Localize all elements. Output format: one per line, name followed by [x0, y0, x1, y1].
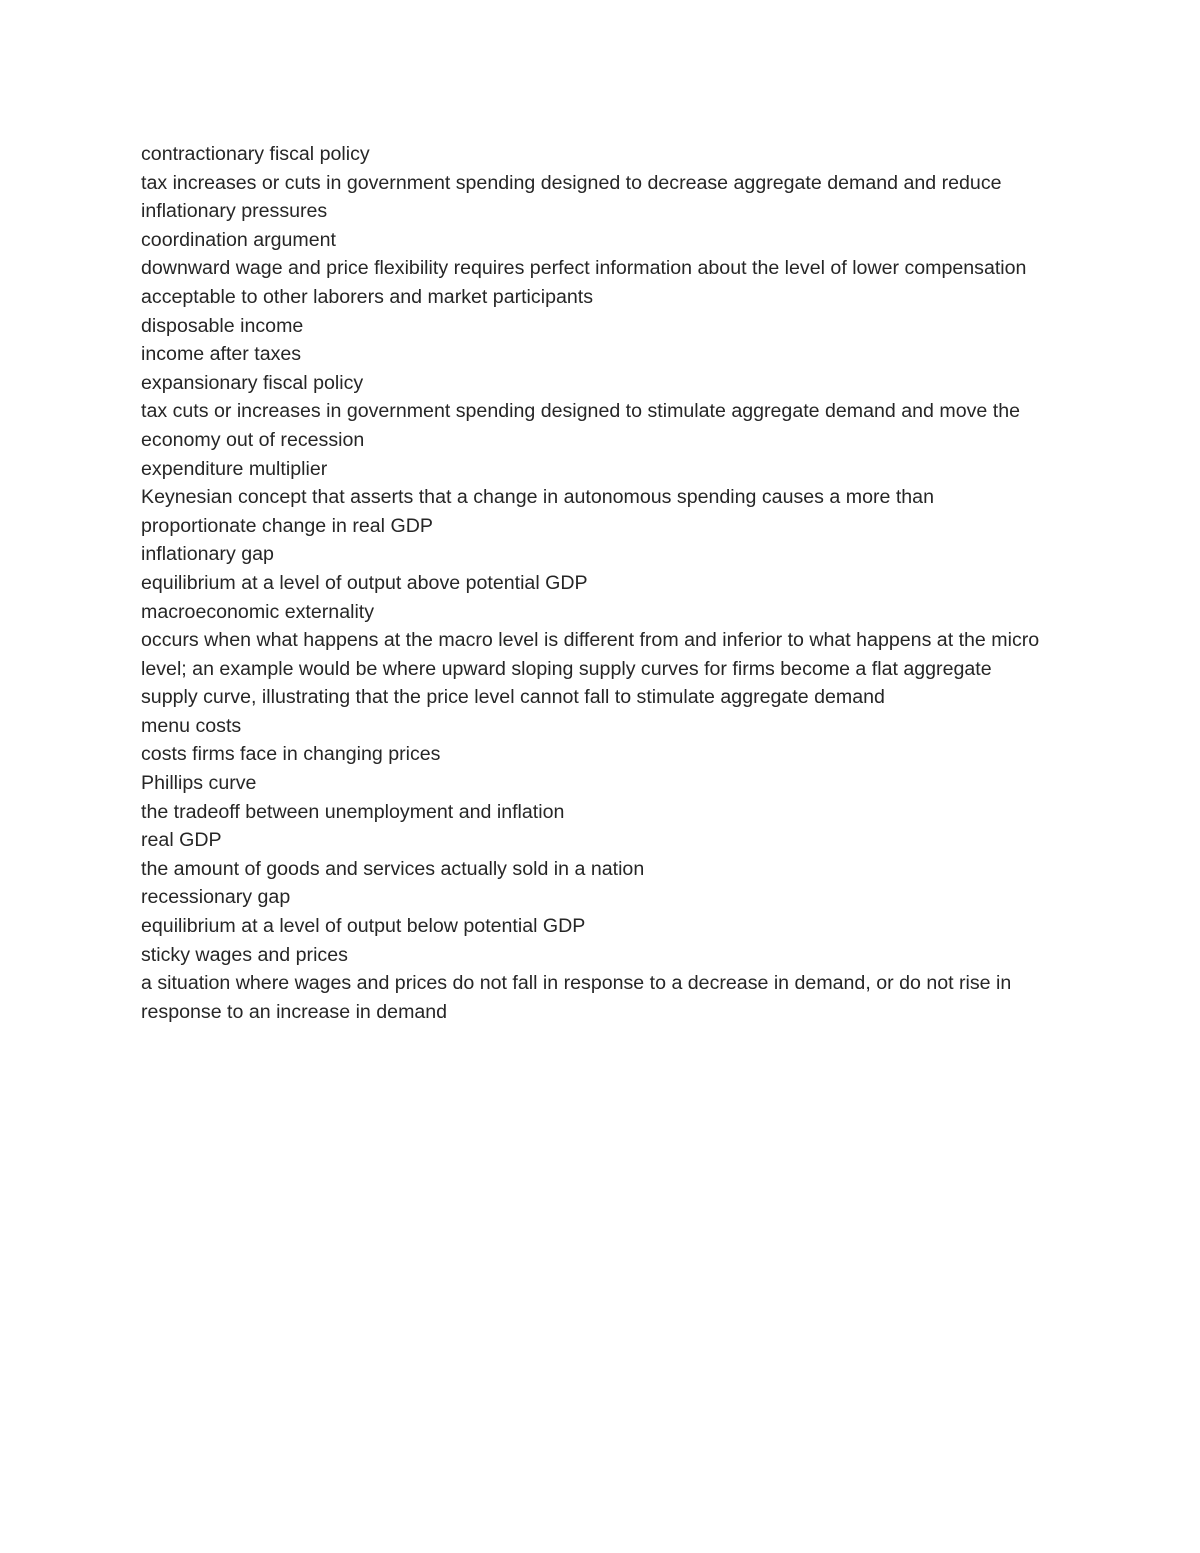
term: contractionary fiscal policy [141, 143, 370, 165]
term: Phillips curve [141, 772, 257, 795]
definition: the tradeoff between unemployment and inflation [141, 800, 565, 823]
term: recessionary gap [141, 886, 291, 909]
term: expansionary fiscal policy [141, 371, 364, 394]
definition: the amount of goods and services actually sold in a nation [141, 857, 645, 880]
definition: costs firms face in changing prices [141, 743, 441, 766]
definition: a situation where wages and prices do not fall in response to a decrease in demand, or do not rise in response to an increase in demand [141, 972, 1012, 1023]
term: disposable income [141, 314, 304, 337]
definition: tax increases or cuts in government spending designed to decrease aggregate demand and reduce inflationary pressures [141, 171, 1002, 223]
definition: Keynesian concept that asserts that a change in autonomous spending causes a more than proportionate change in real GDP [141, 486, 934, 537]
term: coordination argument [141, 228, 336, 251]
definition: downward wage and price flexibility requires perfect information about the level of lower compensation acceptable to other laborers and market participants [141, 257, 1027, 308]
term: macroeconomic externality [141, 600, 375, 623]
definition: equilibrium at a level of output above potential GDP [141, 571, 588, 594]
definition: equilibrium at a level of output below potential GDP [141, 915, 586, 938]
definition: tax cuts or increases in government spending designed to stimulate aggregate demand and move the economy out of recession [141, 400, 1020, 451]
term: real GDP [141, 829, 222, 852]
term: sticky wages and prices [141, 943, 348, 966]
term: inflationary gap [141, 543, 274, 566]
glossary [141, 140, 1046, 1026]
definition: income after taxes [141, 343, 302, 366]
term: menu costs [141, 714, 242, 737]
definition: occurs when what happens at the macro level is different from and inferior to what happens at the micro level; an example would be where upward sloping supply curves for firms become a flat aggregate supply curve, illustrating that the price level cannot fall to stimulate aggregate demand [141, 629, 1040, 709]
term: expenditure multiplier [141, 457, 328, 480]
